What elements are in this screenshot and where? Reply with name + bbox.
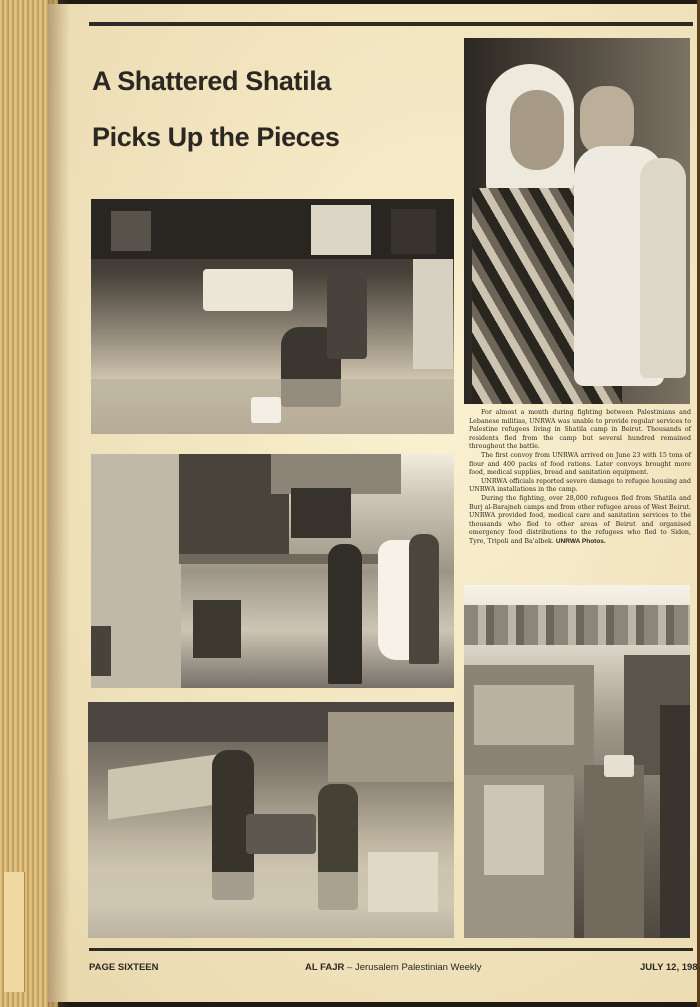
caption-paragraph bbox=[469, 495, 691, 547]
caption-paragraph: UNRWA officials reported severe damage to refugee housing and UNRWA installations in the camp. bbox=[469, 477, 691, 494]
masthead-name: AL FAJR bbox=[305, 962, 345, 973]
photo-caption bbox=[469, 409, 691, 547]
photo-rubble-courtyard bbox=[91, 199, 454, 434]
headline-line-2: Picks Up the Pieces bbox=[92, 122, 340, 152]
photo-mother-child bbox=[464, 38, 690, 404]
masthead-footer bbox=[305, 962, 482, 973]
headline-line-1: A Shattered Shatila bbox=[92, 66, 331, 96]
caption-paragraph: The first convoy from UNRWA arrived on June 23 with 15 tons of flour and 400 packs of food rations. Later convoys brought more food, medical supplies, bread and sanitation equipment. bbox=[469, 451, 691, 477]
binding-tab bbox=[4, 872, 25, 992]
top-rule bbox=[89, 22, 693, 26]
issue-date: JULY 12, 198 bbox=[640, 962, 698, 973]
caption-paragraph: For almost a month during fighting between Palestinians and Lebanese militias, UNRWA was unable to provide regular services to Palestine refugees living in Shatila camp in Beirut. Thousands of residents fled from the camp but several hundred remained throughout the battle. bbox=[469, 409, 691, 451]
photo-debris-cart bbox=[88, 702, 454, 938]
page-number: PAGE SIXTEEN bbox=[89, 962, 159, 973]
photo-damaged-building bbox=[91, 454, 454, 688]
photo-credit: UNRWA Photos. bbox=[555, 537, 606, 545]
caption-paragraph-text: During the fighting, over 28,000 refugees fled from Shatila and Burj al-Barajneh camps and from other refugee areas of West Beirut. UNRWA provided food, medical care and sanitation services to the thousands who fled to other areas of Beirut and organised emergency food distributions to the refugees who fled to Sidon, Tyre, Tripoli and Ba'albek. bbox=[469, 494, 691, 545]
bottom-rule bbox=[89, 948, 693, 951]
masthead-subtitle: – Jerusalem Palestinian Weekly bbox=[344, 962, 482, 973]
gutter-shadow bbox=[48, 0, 70, 1007]
photo-camp-street bbox=[464, 585, 690, 938]
